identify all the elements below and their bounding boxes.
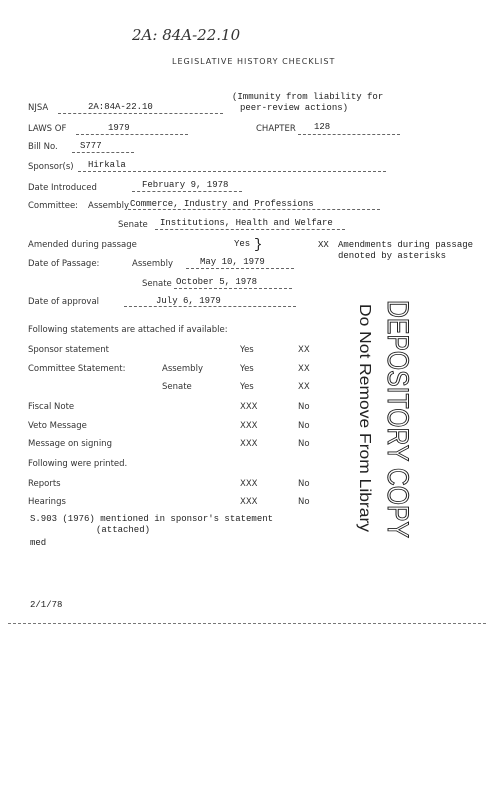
stamp-line1: DEPOSITORY COPY — [381, 300, 414, 540]
remark-line2: (attached) — [96, 525, 151, 535]
statement-col1: Yes — [240, 382, 254, 392]
passage-label: Date of Passage: — [28, 259, 100, 269]
statement-col2: XX — [298, 382, 310, 392]
printed-col1: XXX — [240, 497, 258, 507]
amended-mark: XX — [318, 240, 329, 250]
statement-col2: XX — [298, 345, 310, 355]
sponsor-label: Sponsor(s) — [28, 162, 74, 172]
bracket-mark: } — [254, 237, 263, 253]
statement-col1: Yes — [240, 345, 254, 355]
statement-label: Message on signing — [28, 439, 112, 449]
approval-label: Date of approval — [28, 297, 100, 307]
printed-label: Reports — [28, 479, 61, 489]
statement-sub: Senate — [162, 382, 192, 392]
laws-of-value: 1979 — [108, 123, 130, 133]
statement-label: Veto Message — [28, 421, 87, 431]
statement-col2: No — [298, 402, 310, 412]
statement-col1: XXX — [240, 439, 258, 449]
passage-senate-value: October 5, 1978 — [176, 277, 258, 287]
passage-senate-label: Senate — [142, 279, 172, 289]
stamp-line2: Do Not Remove From Library — [356, 304, 373, 513]
page-title: LEGISLATIVE HISTORY CHECKLIST — [172, 57, 336, 66]
statement-col2: XX — [298, 364, 310, 374]
statement-sub: Assembly — [162, 364, 203, 374]
printed-label: Hearings — [28, 497, 66, 507]
footer-date: 2/1/78 — [30, 600, 63, 610]
amended-note-line2: denoted by asterisks — [338, 251, 447, 261]
bottom-rule — [8, 623, 486, 624]
date-introduced-label: Date Introduced — [28, 183, 97, 193]
committee-assembly-label: Assembly — [88, 201, 129, 211]
committee-label: Committee: — [28, 201, 79, 211]
njsa-note-line2: peer-review actions) — [240, 103, 349, 113]
statement-col2: No — [298, 439, 310, 449]
chapter-value: 128 — [314, 122, 331, 132]
printed-heading: Following were printed. — [28, 459, 128, 469]
amended-label: Amended during passage — [28, 240, 137, 250]
bill-no-value: S777 — [80, 141, 102, 151]
njsa-note-line1: (Immunity from liability for — [232, 92, 384, 102]
passage-assembly-value: May 10, 1979 — [200, 257, 265, 267]
depository-stamp — [350, 300, 420, 540]
date-introduced-value: February 9, 1978 — [142, 180, 229, 190]
committee-senate-label: Senate — [118, 220, 148, 230]
bill-no-label: Bill No. — [28, 142, 58, 152]
printed-col2: No — [298, 479, 310, 489]
statement-col1: XXX — [240, 421, 258, 431]
statement-label: Committee Statement: — [28, 364, 126, 374]
stamp-graphic — [350, 300, 420, 540]
njsa-value: 2A:84A-22.10 — [88, 102, 153, 112]
sponsor-value: Hirkala — [88, 160, 126, 170]
approval-value: July 6, 1979 — [156, 296, 221, 306]
statement-col1: XXX — [240, 402, 258, 412]
amended-note-line1: Amendments during passage — [338, 240, 474, 250]
statement-label: Sponsor statement — [28, 345, 109, 355]
handwritten-reference: 2A: 84A-22.10 — [132, 26, 241, 44]
statement-col1: Yes — [240, 364, 254, 374]
attached-heading: Following statements are attached if available: — [28, 325, 228, 335]
passage-assembly-label: Assembly — [132, 259, 173, 269]
chapter-label: CHAPTER — [256, 124, 296, 134]
amended-value: Yes — [234, 239, 251, 249]
printed-col2: No — [298, 497, 310, 507]
committee-senate-value: Institutions, Health and Welfare — [160, 218, 333, 228]
statement-col2: No — [298, 421, 310, 431]
printed-col1: XXX — [240, 479, 258, 489]
committee-assembly-value: Commerce, Industry and Professions — [130, 199, 314, 209]
initials: med — [30, 538, 47, 548]
njsa-label: NJSA — [28, 103, 49, 113]
statement-label: Fiscal Note — [28, 402, 75, 412]
laws-of-label: LAWS OF — [28, 124, 67, 134]
remark-line1: S.903 (1976) mentioned in sponsor's statement — [30, 514, 274, 524]
